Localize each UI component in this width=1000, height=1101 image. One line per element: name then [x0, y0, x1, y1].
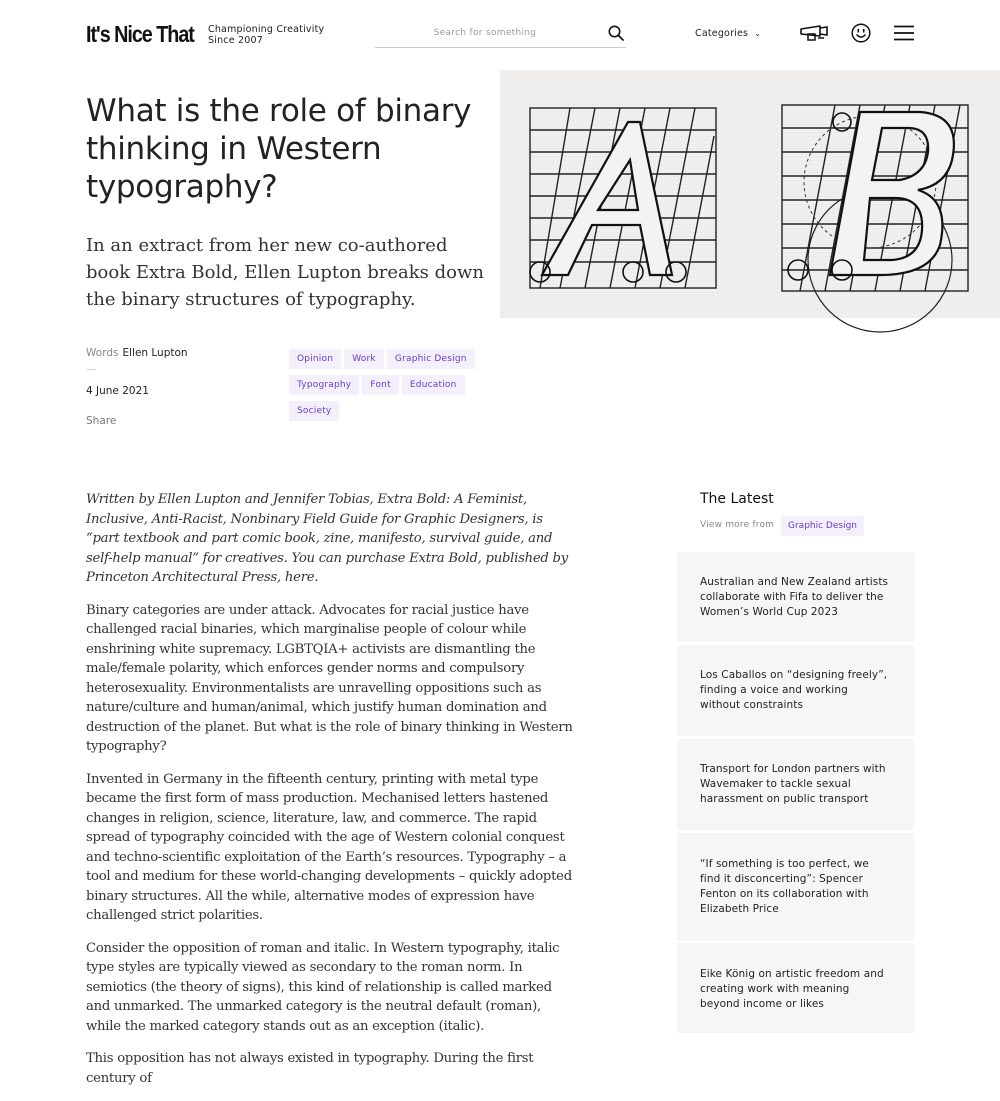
latest-list	[677, 552, 914, 1036]
tag-society[interactable]: Society	[289, 401, 339, 421]
author-link[interactable]: Ellen Lupton	[122, 347, 188, 359]
site-header	[0, 0, 1000, 68]
site-logo[interactable]: It's Nice That	[86, 21, 194, 47]
latest-item-title: Australian and New Zealand artists collaborate with Fifa to deliver the Women’s World Cup 2023	[700, 575, 889, 618]
byline	[86, 347, 188, 359]
tag-opinion[interactable]: Opinion	[289, 349, 341, 369]
tag-education[interactable]: Education	[402, 375, 465, 395]
article-body	[86, 490, 578, 1101]
latest-heading: The Latest	[700, 491, 774, 507]
latest-item[interactable]	[677, 833, 914, 940]
article-title: What is the role of binary thinking in Western typography?	[86, 93, 472, 205]
categories-label: Categories	[695, 28, 749, 39]
meta-divider: —	[86, 364, 96, 375]
latest-item[interactable]	[677, 943, 914, 1033]
article-paragraph: Invented in Germany in the fifteenth century, printing with metal type became the first form of mass production. Mechanised letters hastened changes in religion, science, literature, law, and commerce. The rapid spread of typography coincided with the age of Western colonial conquest and techno-scientific exploitation of the Earth’s resources. Typography – a tool and medium for these world-changing developments – quickly adopted binary structures. All the while, alternative modes of expression have challenged strict polarities.	[86, 771, 572, 923]
tagline-line-2: Since 2007	[208, 35, 263, 46]
search-input[interactable]	[375, 22, 595, 44]
tag-font[interactable]: Font	[362, 375, 398, 395]
search-bar	[375, 20, 626, 48]
latest-item-title: Transport for London partners with Wavemaker to tackle sexual harassment on public transport	[700, 763, 886, 805]
site-tagline	[208, 24, 324, 46]
share-button[interactable]: Share	[86, 415, 117, 427]
chevron-down-icon: ⌄	[754, 29, 762, 38]
tag-list	[289, 346, 479, 424]
smiley-icon[interactable]	[851, 23, 871, 43]
latest-item-title: Los Caballos on “designing freely”, finding a voice and working without constraints	[700, 669, 888, 711]
article-paragraph: This opposition has not always existed in typography. During the first century of	[86, 1051, 534, 1086]
article-standfirst: In an extract from her new co-authored book Extra Bold, Ellen Lupton breaks down the binary structures of typography.	[86, 235, 485, 310]
tagline-line-1: Championing Creativity	[208, 24, 325, 35]
hero-letterform-illustration	[500, 70, 1000, 318]
categories-dropdown[interactable]	[695, 28, 761, 39]
latest-item[interactable]	[677, 552, 914, 642]
view-more-label: View more from	[700, 520, 775, 530]
view-more-tag[interactable]: Graphic Design	[781, 516, 864, 536]
latest-item[interactable]	[677, 645, 914, 736]
hero-image	[500, 70, 1000, 318]
tag-graphic-design[interactable]: Graphic Design	[387, 349, 475, 369]
latest-item[interactable]	[677, 739, 914, 830]
search-icon[interactable]	[608, 25, 624, 41]
article-intro: Written by Ellen Lupton and Jennifer Tobias, Extra Bold: A Feminist, Inclusive, Anti-Racist, Nonbinary Field Guide for Graphic Designers, is “part textbook and part comic book, zine, manifesto, survival guide, and self-help manual” for creatives. You can purchase Extra Bold, published by Princeton Architectural Press, here.	[86, 492, 568, 585]
latest-item-title: Eike König on artistic freedom and creating work with meaning beyond income or likes	[700, 968, 884, 1010]
publish-date: 4 June 2021	[86, 385, 149, 397]
latest-item-title: “If something is too perfect, we find it disconcerting”: Spencer Fenton on its collaboration with Elizabeth Price	[700, 857, 869, 915]
megaphone-icon[interactable]	[798, 23, 830, 43]
article-paragraph: Binary categories are under attack. Advocates for racial justice have challenged racial binaries, which marginalise people of colour while enshrining white supremacy. LGBTQIA+ activists are dismantling the male/female polarity, which enforces gender norms and compulsory heterosexuality. Environmentalists are unravelling oppositions such as nature/culture and human/animal, which justify human domination and destruction of the planet. But what is the role of binary thinking in Western typography?	[86, 602, 573, 754]
article-paragraph: Consider the opposition of roman and italic. In Western typography, italic type styles are typically viewed as secondary to the roman norm. In semiotics (the theory of signs), this kind of relationship is called marked and unmarked. The unmarked category is the neutral default (roman), while the marked category stands out as an exception (italic).	[86, 940, 560, 1034]
words-label: Words	[86, 347, 119, 359]
menu-icon[interactable]	[894, 25, 914, 41]
tag-work[interactable]: Work	[344, 349, 384, 369]
tag-typography[interactable]: Typography	[289, 375, 359, 395]
